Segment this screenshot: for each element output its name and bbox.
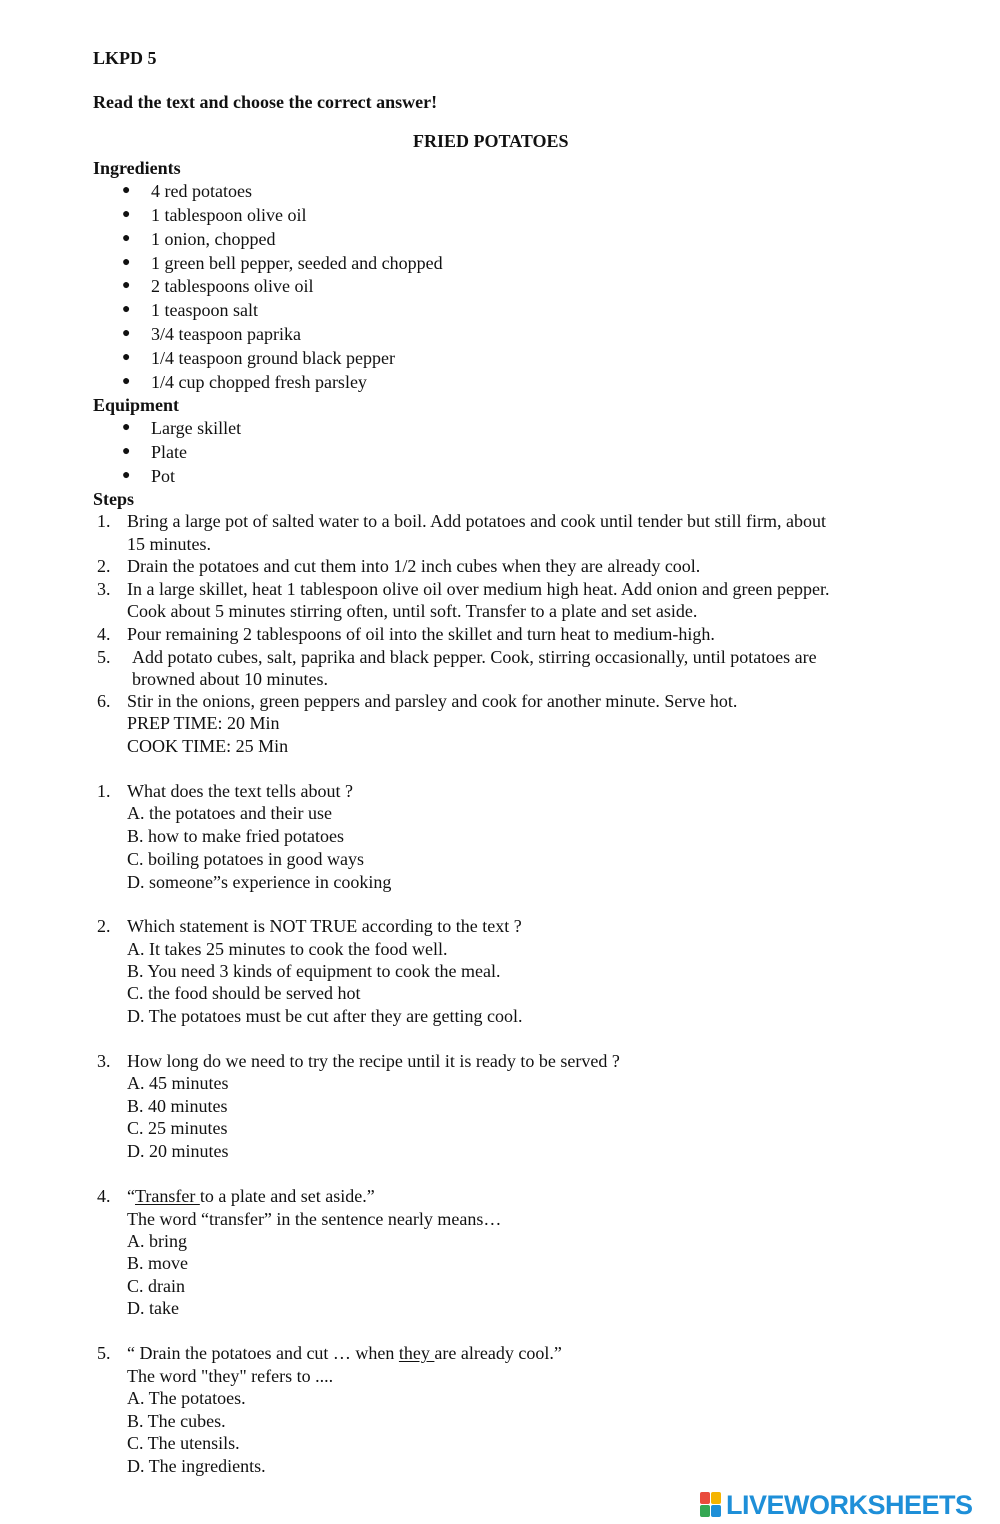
step-text: Stir in the onions, green peppers and parsley and cook for another minute. Serve hot.: [127, 691, 738, 711]
bullet-icon: ●: [122, 350, 131, 365]
bullet-icon: ●: [122, 255, 131, 270]
question-number: 4.: [97, 1186, 111, 1206]
question-text: The word "they" refers to ....: [127, 1366, 334, 1386]
answer-option[interactable]: D. someone”s experience in cooking: [127, 872, 392, 892]
answer-option[interactable]: C. 25 minutes: [127, 1118, 228, 1138]
bullet-icon: ●: [122, 444, 131, 459]
step-number: 1.: [97, 511, 111, 531]
bullet-icon: ●: [122, 374, 131, 389]
liveworksheets-logo[interactable]: [700, 1488, 995, 1522]
instruction: Read the text and choose the correct answer!: [93, 92, 438, 112]
answer-option[interactable]: D. The ingredients.: [127, 1456, 266, 1476]
answer-option[interactable]: D. 20 minutes: [127, 1141, 229, 1161]
quote-rest: are already cool.”: [434, 1343, 562, 1363]
answer-option[interactable]: A. the potatoes and their use: [127, 803, 332, 823]
bullet-icon: ●: [122, 420, 131, 435]
bullet-icon: ●: [122, 207, 131, 222]
ingredient-item: 1 teaspoon salt: [151, 300, 258, 320]
step-text: Pour remaining 2 tablespoons of oil into the skillet and turn heat to medium-high.: [127, 624, 715, 644]
steps-heading: Steps: [93, 489, 135, 509]
answer-option[interactable]: A. bring: [127, 1231, 187, 1251]
bullet-icon: ●: [122, 231, 131, 246]
step-number: 2.: [97, 556, 111, 576]
equipment-heading: Equipment: [93, 395, 180, 415]
answer-option[interactable]: D. take: [127, 1298, 179, 1318]
question-quote: [127, 1342, 562, 1364]
worksheet-code: LKPD 5: [93, 48, 157, 68]
question-number: 5.: [97, 1343, 111, 1363]
step-text: In a large skillet, heat 1 tablespoon olive oil over medium high heat. Add onion and green pepper.: [127, 579, 830, 599]
step-text: 15 minutes.: [127, 534, 211, 554]
step-text: Bring a large pot of salted water to a boil. Add potatoes and cook until tender but still firm, about: [127, 511, 827, 531]
step-number: 6.: [97, 691, 111, 711]
ingredient-item: 2 tablespoons olive oil: [151, 276, 314, 296]
equipment-item: Large skillet: [151, 418, 242, 438]
step-text: Cook about 5 minutes stirring often, until soft. Transfer to a plate and set aside.: [127, 601, 698, 621]
ingredient-item: 1 green bell pepper, seeded and chopped: [151, 253, 443, 273]
ingredient-item: 1 tablespoon olive oil: [151, 205, 307, 225]
ingredient-item: 4 red potatoes: [151, 181, 252, 201]
question-text: What does the text tells about ?: [127, 781, 353, 801]
recipe-title: FRIED POTATOES: [413, 131, 569, 151]
quote-open: “ Drain the potatoes and cut … when: [127, 1343, 399, 1363]
step-text: Drain the potatoes and cut them into 1/2 inch cubes when they are already cool.: [127, 556, 701, 576]
quote-rest: to a plate and set aside.”: [199, 1186, 375, 1206]
ingredient-item: 3/4 teaspoon paprika: [151, 324, 301, 344]
answer-option[interactable]: B. 40 minutes: [127, 1096, 228, 1116]
underlined-word: Transfer: [135, 1186, 200, 1206]
step-number: 4.: [97, 624, 111, 644]
answer-option[interactable]: C. boiling potatoes in good ways: [127, 849, 364, 869]
answer-option[interactable]: C. drain: [127, 1276, 185, 1296]
logo-text: LIVEWORKSHEETS: [726, 1489, 973, 1520]
prep-time: PREP TIME: 20 Min: [127, 713, 280, 733]
equipment-item: Plate: [151, 442, 187, 462]
question-number: 3.: [97, 1051, 111, 1071]
question-text: How long do we need to try the recipe until it is ready to be served ?: [127, 1051, 620, 1071]
bullet-icon: ●: [122, 302, 131, 317]
question-text: The word “transfer” in the sentence nearly means…: [127, 1209, 502, 1229]
cook-time: COOK TIME: 25 Min: [127, 736, 289, 756]
answer-option[interactable]: C. The utensils.: [127, 1433, 240, 1453]
bullet-icon: ●: [122, 326, 131, 341]
underlined-word: they: [398, 1343, 435, 1363]
answer-option[interactable]: A. The potatoes.: [127, 1388, 246, 1408]
answer-option[interactable]: B. The cubes.: [127, 1411, 226, 1431]
step-text: Add potato cubes, salt, paprika and black pepper. Cook, stirring occasionally, until potatoes are: [132, 647, 817, 667]
question-text: Which statement is NOT TRUE according to the text ?: [127, 916, 522, 936]
answer-option[interactable]: A. 45 minutes: [127, 1073, 229, 1093]
answer-option[interactable]: B. You need 3 kinds of equipment to cook the meal.: [127, 961, 501, 981]
bullet-icon: ●: [122, 468, 131, 483]
step-number: 5.: [97, 647, 111, 667]
step-text: browned about 10 minutes.: [132, 669, 328, 689]
ingredients-heading: Ingredients: [93, 158, 181, 178]
question-number: 1.: [97, 781, 111, 801]
question-number: 2.: [97, 916, 111, 936]
answer-option[interactable]: A. It takes 25 minutes to cook the food well.: [127, 939, 448, 959]
answer-option[interactable]: C. the food should be served hot: [127, 983, 361, 1003]
ingredient-item: 1/4 cup chopped fresh parsley: [151, 372, 367, 392]
ingredient-item: 1/4 teaspoon ground black pepper: [151, 348, 395, 368]
question-quote: [127, 1185, 375, 1207]
quote-open: “: [127, 1186, 135, 1206]
equipment-item: Pot: [151, 466, 176, 486]
answer-option[interactable]: D. The potatoes must be cut after they are getting cool.: [127, 1006, 523, 1026]
answer-option[interactable]: B. move: [127, 1253, 188, 1273]
logo-icon: [700, 1492, 722, 1518]
answer-option[interactable]: B. how to make fried potatoes: [127, 826, 344, 846]
ingredient-item: 1 onion, chopped: [151, 229, 276, 249]
bullet-icon: ●: [122, 183, 131, 198]
bullet-icon: ●: [122, 278, 131, 293]
step-number: 3.: [97, 579, 111, 599]
